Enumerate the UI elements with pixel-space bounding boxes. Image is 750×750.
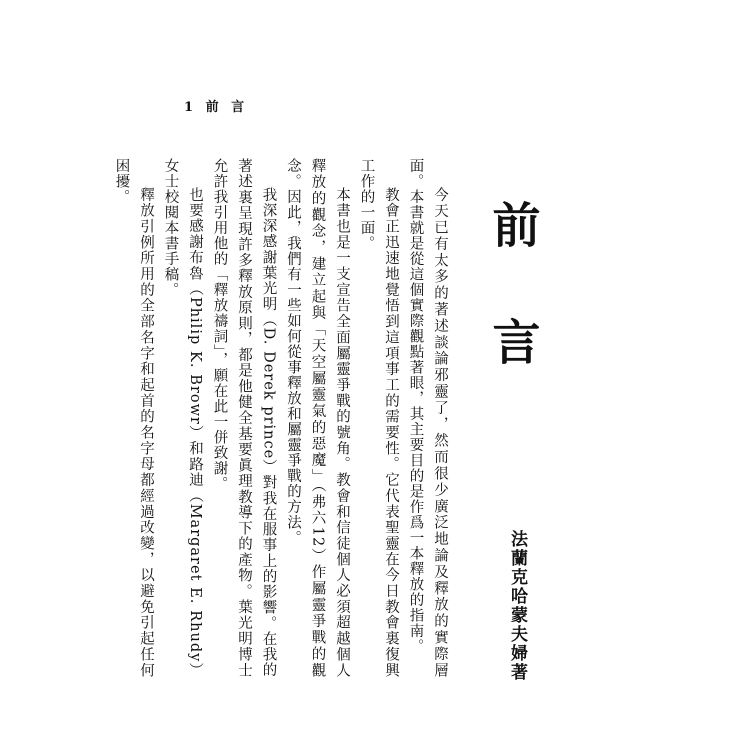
paragraph: 我深深感謝葉光明（D. Derek prince）對我在服事上的影響。在我的著述裏呈現許多釋放原則，都是他健全基要眞理教導下的產物。葉光明博士允許我引用他的「釋放禱詞」，願在此一併致謝。: [211, 158, 277, 678]
page-title: 前 言: [484, 200, 540, 391]
paragraph: 本書也是一支宣告全面屬靈爭戰的號角。教會和信徒個人必須超越個人釋放的觀念，建立起與「天空屬靈氣的惡魔」（弗六12）作屬靈爭戰的觀念。因此，我們有一些如何從事釋放和屬靈爭戰的方法。: [285, 158, 350, 678]
author-line: 法蘭克哈蒙夫婦著: [507, 530, 527, 682]
paragraph: 釋放引例所用的全部名字和起首的名字母都經過改變，以避免引起任何困擾。: [113, 158, 154, 678]
paragraph: 教會正迅速地覺悟到這項事工的需要性。它代表聖靈在今日教會裏復興工作的一面。: [358, 158, 399, 678]
preface-body: [109, 158, 452, 678]
paragraph: 也要感謝布魯（Philip K. Browr）和路迪（Margaret E. Rhudy）女士校閱本書手稿。: [162, 158, 203, 678]
running-head: 1 前 言: [184, 100, 249, 115]
paragraph: 今天已有太多的著述談論邪靈了，然而很少廣泛地論及釋放的實際層面。本書就是從這個實際觀點著眼，其主要目的是作爲一本釋放的指南。: [407, 158, 448, 678]
